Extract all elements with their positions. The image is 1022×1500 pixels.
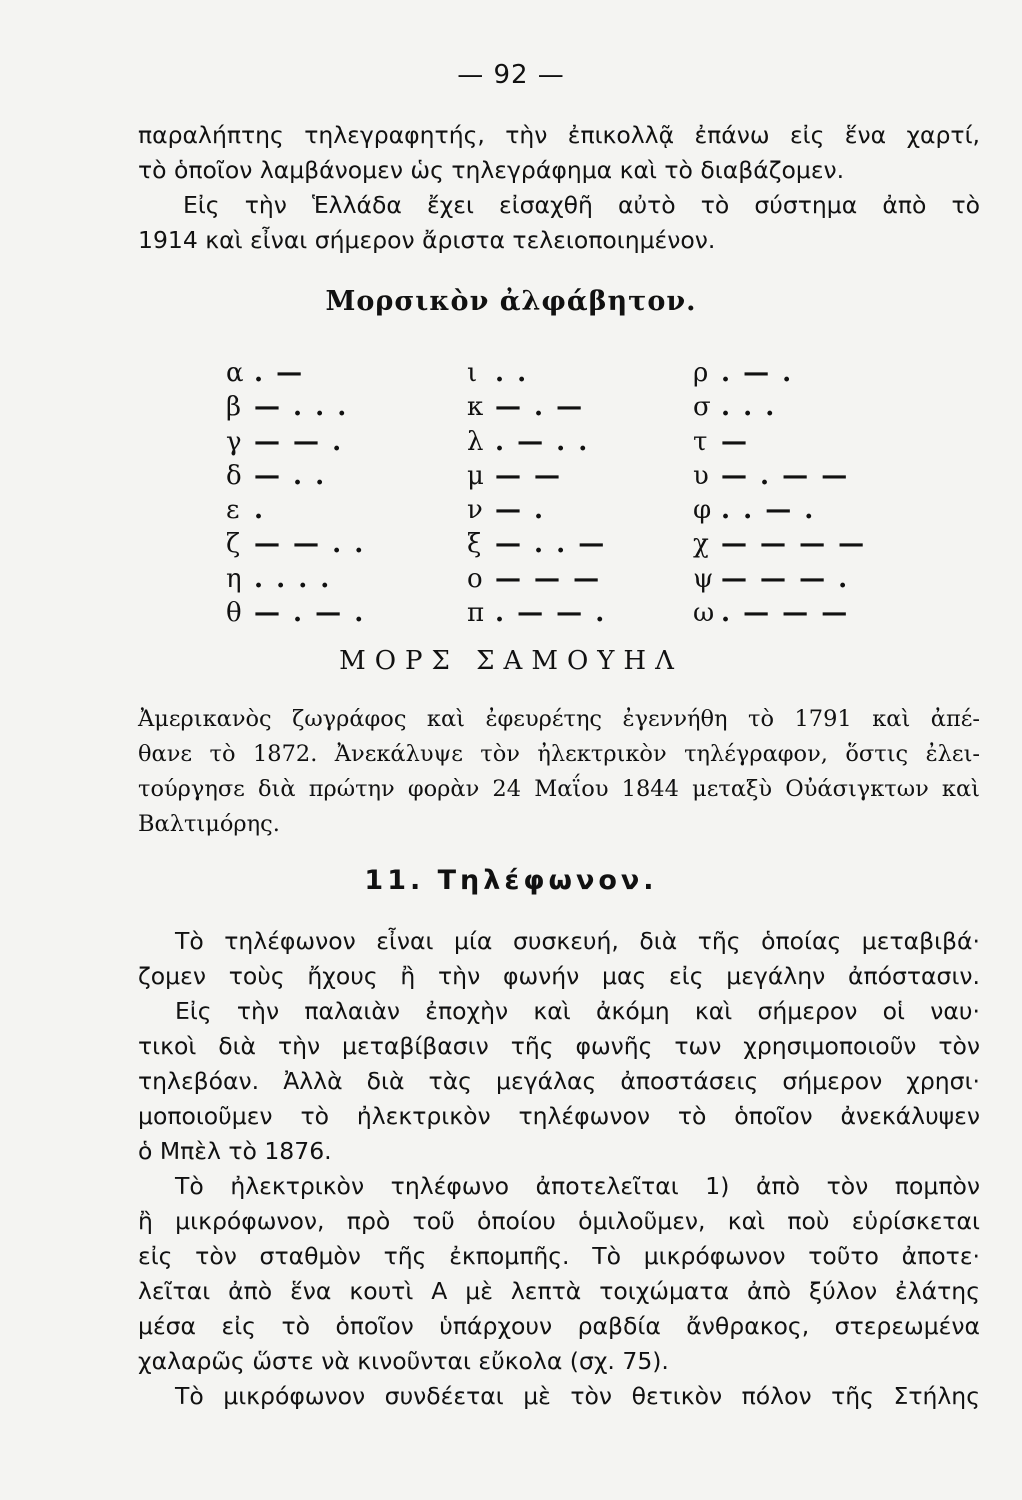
morse-letter: ζ: [226, 529, 241, 560]
morse-entry: [693, 527, 866, 561]
morse-letter: τ: [693, 426, 708, 457]
section-heading: 11. Τηλέφωνον.: [364, 865, 658, 896]
morse-letter: ο: [467, 563, 483, 594]
morse-code: .: [254, 495, 266, 526]
morse-entry: [226, 527, 365, 561]
morse-code: — — — .: [721, 563, 850, 594]
morse-name-heading: ΜΟΡΣ ΣΑΜΟΥΗΛ: [339, 646, 683, 676]
morse-code: — . — —: [721, 460, 850, 491]
morse-entry: [467, 356, 606, 390]
body-line: μοποιοῦμεν τὸ ἠλεκτρικὸν τηλέφωνον τὸ ὁποῖον ἀνεκάλυψεν: [138, 1102, 980, 1130]
morse-code: . — — .: [495, 598, 607, 629]
morse-entry: [693, 356, 866, 390]
morse-entry: [467, 459, 606, 493]
morse-letter: θ: [226, 598, 242, 629]
morse-letter: γ: [226, 426, 242, 457]
intro-line: παραλήπτης τηλεγραφητής, τὴν ἐπικολλᾷ ἐπάνω εἰς ἕνα χαρτί,: [138, 121, 980, 149]
morse-letter: ρ: [693, 358, 709, 388]
morse-entry: [693, 425, 866, 459]
body-line: Τὸ τηλέφωνον εἶναι μία συσκευή, διὰ τῆς ὁποίας μεταβιβά·: [175, 927, 980, 955]
morse-entry: [693, 459, 866, 493]
morse-code: — . .: [254, 460, 327, 491]
morse-alphabet-heading: Μορσικὸν ἀλφάβητον.: [325, 286, 697, 317]
morse-entry: [467, 493, 606, 527]
body-line: τηλεβόαν. Ἀλλὰ διὰ τὰς μεγάλας ἀποστάσεις σήμερον χρησι·: [138, 1067, 980, 1095]
morse-letter: φ: [693, 495, 712, 526]
morse-letter: λ: [467, 426, 484, 457]
body-line: λεῖται ἀπὸ ἕνα κουτὶ Α μὲ λεπτὰ τοιχώματα ἀπὸ ξύλον ἐλάτης: [138, 1277, 980, 1305]
body-line: ἢ μικρόφωνον, πρὸ τοῦ ὁποίου ὁμιλοῦμεν, καὶ ποὺ εὑρίσκεται: [138, 1207, 980, 1235]
morse-entry: [467, 425, 606, 459]
morse-letter: ω: [693, 598, 715, 629]
body-line: Εἰς τὴν παλαιὰν ἐποχὴν καὶ ἀκόμη καὶ σήμερον οἱ ναυ·: [175, 997, 980, 1025]
morse-entry: [693, 596, 866, 630]
morse-letter: β: [226, 392, 242, 423]
morse-entry: [226, 425, 365, 459]
morse-letter: α: [226, 358, 244, 388]
morse-entry: [693, 390, 866, 424]
morse-letter: ξ: [467, 529, 482, 560]
morse-letter: μ: [467, 460, 484, 491]
morse-code: . .: [495, 358, 529, 388]
morse-code: — — .: [254, 426, 344, 457]
morse-code: . —: [254, 358, 305, 388]
morse-code: . — — —: [721, 598, 850, 629]
morse-code: . — .: [721, 358, 794, 388]
morse-letter: χ: [693, 529, 709, 560]
body-line: τικοὶ διὰ τὴν μεταβίβασιν τῆς φωνῆς των χρησιμοποιοῦν τὸν: [138, 1032, 980, 1060]
body-line: χαλαρῶς ὥστε νὰ κινοῦνται εὔκολα (σχ. 75).: [138, 1347, 669, 1375]
morse-letter: σ: [693, 392, 711, 423]
body-line: εἰς τὸν σταθμὸν τῆς ἐκπομπῆς. Τὸ μικρόφωνον τοῦτο ἀποτε·: [138, 1242, 980, 1270]
morse-letter: η: [226, 563, 242, 594]
morse-code: — — . .: [254, 529, 366, 560]
page-number: — 92 —: [457, 60, 565, 90]
body-line: ὁ Μπὲλ τὸ 1876.: [138, 1137, 332, 1165]
morse-letter: υ: [693, 460, 709, 491]
morse-entry: [467, 390, 606, 424]
morse-entry: [226, 356, 365, 390]
morse-code: . . .: [721, 392, 777, 423]
morse-entry: [467, 527, 606, 561]
morse-letter: ψ: [693, 563, 714, 594]
morse-entry: [226, 493, 365, 527]
morse-code: —: [721, 426, 749, 457]
morse-entry: [467, 596, 606, 630]
morse-letter: π: [467, 598, 485, 629]
intro-line: Εἰς τὴν Ἑλλάδα ἔχει εἰσαχθῆ αὐτὸ τὸ σύστημα ἀπὸ τὸ: [183, 191, 980, 219]
morse-code: . — . .: [495, 426, 590, 457]
morse-letter: κ: [467, 392, 484, 423]
morse-entry: [226, 562, 365, 596]
body-line: μέσα εἰς τὸ ὁποῖον ὑπάρχουν ραβδία ἄνθρακος, στερεωμένα: [138, 1312, 980, 1340]
morse-code: — — — —: [721, 529, 867, 560]
body-line: ζομεν τοὺς ἤχους ἢ τὴν φωνήν μας εἰς μεγάλην ἀπόστασιν.: [138, 962, 980, 990]
morse-code: — . —: [495, 392, 585, 423]
morse-code: — . . —: [495, 529, 607, 560]
morse-entry: [226, 390, 365, 424]
morse-entry: [226, 596, 365, 630]
morse-code: — —: [495, 460, 563, 491]
morse-column-3: [693, 356, 866, 630]
morse-column-1: [226, 356, 365, 630]
bio-line: Ἀμερικανὸς ζωγράφος καὶ ἐφευρέτης ἐγεννήθη τὸ 1791 καὶ ἀπέ-: [138, 706, 980, 732]
morse-code: — — —: [495, 563, 602, 594]
morse-code: — . . .: [254, 392, 349, 423]
morse-code: . . — .: [721, 495, 816, 526]
morse-code: — . — .: [254, 598, 366, 629]
morse-letter: δ: [226, 460, 242, 491]
bio-line: θανε τὸ 1872. Ἀνεκάλυψε τὸν ἠλεκτρικὸν τηλέγραφον, ὅστις ἐλει-: [138, 741, 980, 767]
morse-entry: [693, 493, 866, 527]
intro-line: 1914 καὶ εἶναι σήμερον ἄριστα τελειοποιημένον.: [138, 226, 716, 254]
morse-entry: [226, 459, 365, 493]
morse-code: — .: [495, 495, 546, 526]
morse-entry: [467, 562, 606, 596]
bio-line: Βαλτιμόρης.: [138, 811, 280, 837]
morse-code: . . . .: [254, 563, 332, 594]
body-line: Τὸ ἠλεκτρικὸν τηλέφωνο ἀποτελεῖται 1) ἀπὸ τὸν πομπὸν: [175, 1172, 980, 1200]
morse-letter: ι: [467, 358, 478, 388]
morse-entry: [693, 562, 866, 596]
bio-line: τούργησε διὰ πρώτην φορὰν 24 Μαΐου 1844 μεταξὺ Οὐάσιγκτων καὶ: [138, 776, 980, 802]
morse-letter: ν: [467, 495, 483, 526]
morse-letter: ε: [226, 495, 240, 526]
morse-column-2: [467, 356, 606, 630]
body-line: Τὸ μικρόφωνον συνδέεται μὲ τὸν θετικὸν πόλον τῆς Στήλης: [175, 1382, 980, 1410]
intro-line: τὸ ὁποῖον λαμβάνομεν ὡς τηλεγράφημα καὶ τὸ διαβάζομεν.: [138, 156, 845, 184]
